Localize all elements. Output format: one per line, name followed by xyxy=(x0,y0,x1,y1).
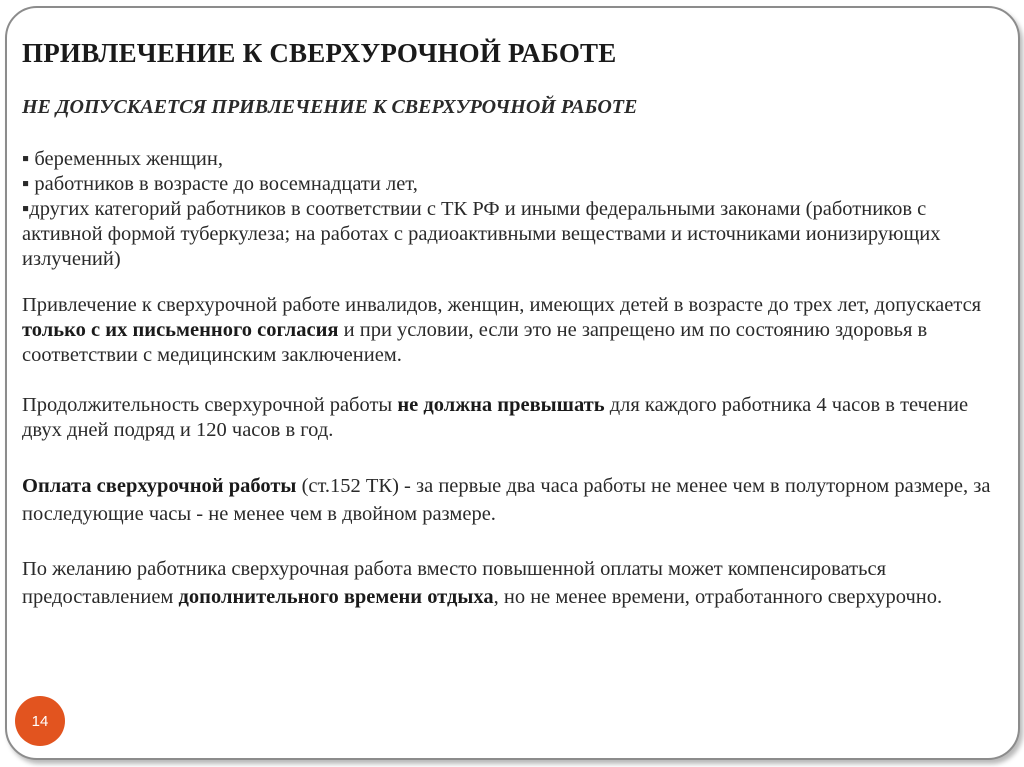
paragraph-consent xyxy=(22,293,1007,368)
paragraph-text: для каждого работника 4 часов в течение двух дней подряд и 120 часов в год. xyxy=(22,394,969,441)
paragraph-text: , но не менее времени, отработанного сверхурочно. xyxy=(493,586,943,608)
slide-subtitle: НЕ ДОПУСКАЕТСЯ ПРИВЛЕЧЕНИЕ К СВЕРХУРОЧНОЙ РАБОТЕ xyxy=(22,96,638,118)
list-item: ▪ беременных женщин, xyxy=(22,148,223,170)
paragraph-emphasis: Оплата сверхурочной работы xyxy=(22,475,297,497)
list-item: ▪других категорий работников в соответствии с ТК РФ и иными федеральными законами (работников с активной формой туберкулеза; на работах с радиоактивными веществами и источниками ионизирующих излучений) xyxy=(22,198,941,270)
paragraph-emphasis: не должна превышать xyxy=(397,394,605,416)
paragraph-text: и при условии, если это не запрещено им по состоянию здоровья в соответствии с медицинским заключением. xyxy=(22,319,928,366)
slide-title: ПРИВЛЕЧЕНИЕ К СВЕРХУРОЧНОЙ РАБОТЕ xyxy=(22,38,617,68)
list-item: ▪ работников в возрасте до восемнадцати лет, xyxy=(22,173,418,195)
paragraph-payment xyxy=(22,472,1007,528)
paragraph-emphasis: дополнительного времени отдыха xyxy=(178,586,494,608)
paragraph-duration xyxy=(22,393,1007,443)
paragraph-text: Продолжительность сверхурочной работы xyxy=(22,394,398,416)
paragraph-compensation xyxy=(22,555,1007,611)
paragraph-text: По желанию работника сверхурочная работа вместо повышенной оплаты может компенсироваться предоставлением xyxy=(22,558,886,608)
page-number-badge: 14 xyxy=(15,696,65,746)
prohibited-categories-list xyxy=(22,147,1007,272)
slide-frame xyxy=(5,6,1020,760)
paragraph-emphasis: только с их письменного согласия xyxy=(22,319,339,341)
paragraph-text: (ст.152 ТК) - за первые два часа работы не менее чем в полуторном размере, за последующие часы - не менее чем в двойном размере. xyxy=(22,475,991,525)
paragraph-text: Привлечение к сверхурочной работе инвалидов, женщин, имеющих детей в возрасте до трех лет, допускается xyxy=(22,294,982,316)
